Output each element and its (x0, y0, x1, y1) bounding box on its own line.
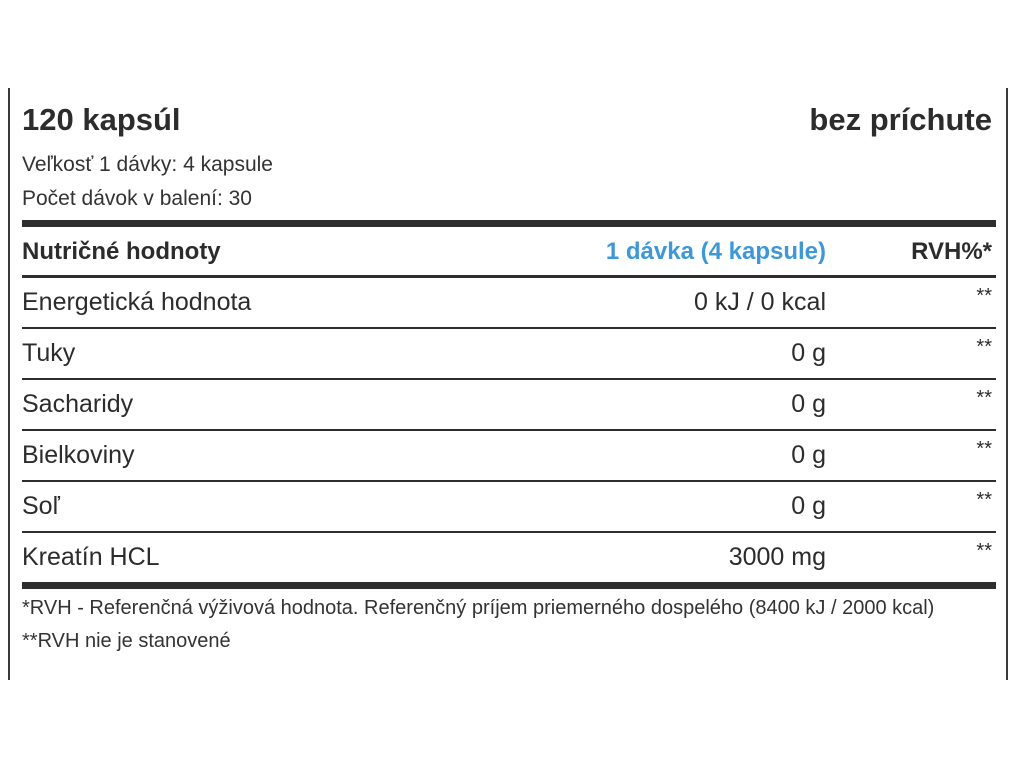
nutrient-value: 0 g (791, 441, 826, 469)
nutrient-value: 3000 mg (728, 543, 826, 571)
nutrient-rvh: ** (976, 387, 992, 409)
table-row (22, 533, 996, 582)
nutrient-rvh: ** (976, 285, 992, 307)
right-border (1006, 88, 1008, 680)
bottom-divider (22, 582, 996, 589)
nutrient-name: Bielkoviny (22, 441, 135, 469)
column-header-nutrients: Nutričné hodnoty (22, 238, 221, 265)
nutrient-name: Soľ (22, 492, 60, 520)
left-border (8, 88, 10, 680)
table-row (22, 278, 996, 329)
nutrient-name: Sacharidy (22, 390, 134, 418)
nutrient-rvh: ** (976, 489, 992, 511)
nutrient-rvh: ** (976, 438, 992, 460)
flavor-title: bez príchute (809, 102, 992, 137)
capsule-count-title: 120 kapsúl (22, 102, 181, 137)
rvh-not-set-footnote: **RVH nie je stanovené (22, 630, 231, 652)
label-header (22, 96, 996, 148)
table-row (22, 431, 996, 482)
rvh-footnote: *RVH - Referenčná výživová hodnota. Referenčný príjem priemerného dospelého (8400 kJ / 2000 kcal) (22, 597, 935, 619)
table-header-row (22, 227, 996, 278)
table-row (22, 329, 996, 380)
table-row (22, 482, 996, 533)
serving-size: Veľkosť 1 dávky: 4 kapsule (22, 153, 273, 176)
nutrient-value: 0 kJ / 0 kcal (694, 288, 826, 316)
top-divider (22, 220, 996, 227)
nutrition-label (22, 96, 996, 655)
nutrient-value: 0 g (791, 492, 826, 520)
nutrient-rvh: ** (976, 540, 992, 562)
nutrient-value: 0 g (791, 339, 826, 367)
nutrient-value: 0 g (791, 390, 826, 418)
nutrient-name: Energetická hodnota (22, 288, 252, 316)
column-header-rvh: RVH%* (911, 238, 992, 265)
servings-per-pack: Počet dávok v balení: 30 (22, 187, 252, 210)
table-row (22, 380, 996, 431)
nutrition-table (22, 227, 996, 582)
column-header-serving: 1 dávka (4 kapsule) (605, 238, 826, 265)
nutrient-name: Kreatín HCL (22, 543, 160, 571)
nutrient-name: Tuky (22, 339, 76, 367)
nutrient-rvh: ** (976, 336, 992, 358)
